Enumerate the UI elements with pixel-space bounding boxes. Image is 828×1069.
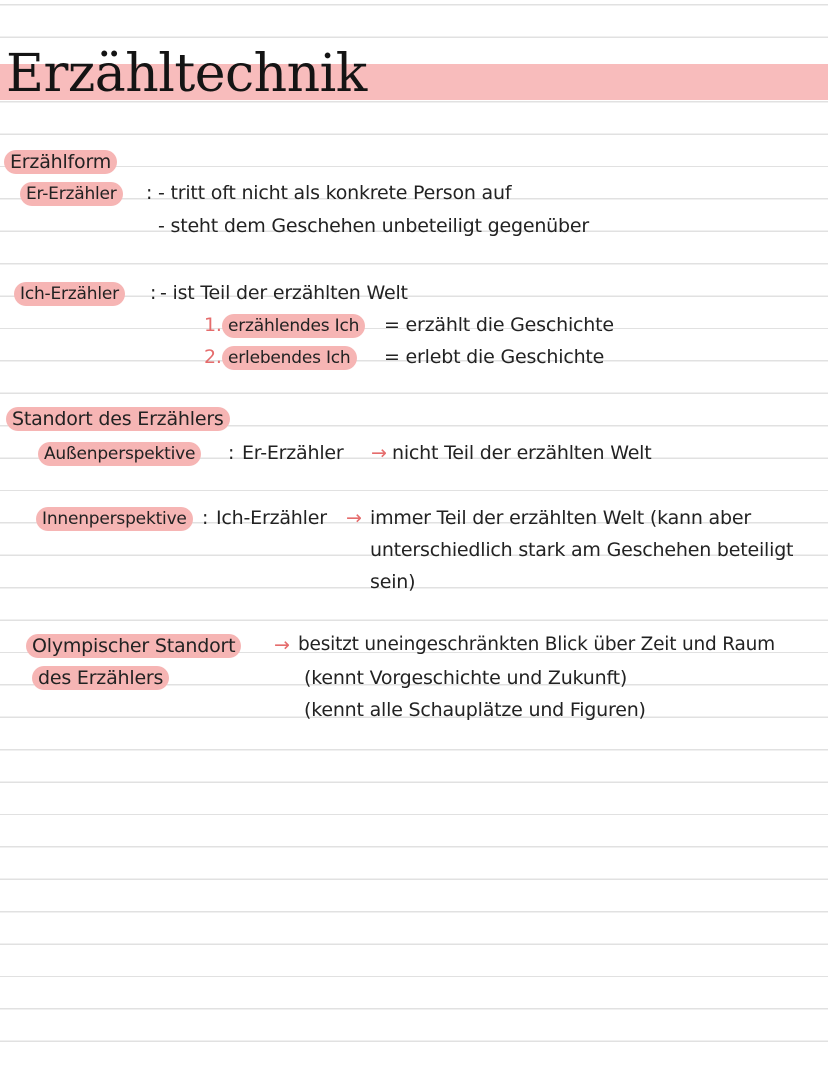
term-separator: : — [228, 442, 235, 464]
innenperspektive-description-line-2: unterschiedlich stark am Geschehen beteiligt — [370, 539, 794, 561]
term-des-erzaehlers: des Erzählers — [32, 666, 169, 690]
term-separator: : — [202, 507, 209, 529]
olympisch-description-line-3: (kennt alle Schauplätze und Figuren) — [304, 699, 646, 721]
term-aussenperspektive: Außenperspektive — [38, 442, 201, 466]
arrow-icon: → — [274, 634, 290, 656]
arrow-icon: → — [371, 442, 387, 464]
term-separator: : — [150, 282, 157, 304]
section-heading-standort: Standort des Erzählers — [6, 407, 230, 431]
olympisch-description-line-1: besitzt uneingeschränkten Blick über Zeit und Raum — [298, 634, 775, 655]
list-number-2: 2. — [204, 346, 222, 368]
term-erzaehlendes-ich: erzählendes Ich — [222, 314, 365, 338]
ich-erzaehler-point-1: - ist Teil der erzählten Welt — [160, 282, 408, 304]
arrow-icon: → — [346, 507, 362, 529]
term-separator: : — [146, 182, 153, 204]
erlebendes-ich-definition: = erlebt die Geschichte — [384, 346, 605, 368]
term-erlebendes-ich: erlebendes Ich — [222, 346, 357, 370]
er-erzaehler-point-1: - tritt oft nicht als konkrete Person auf — [158, 182, 512, 204]
term-er-erzaehler: Er-Erzähler — [20, 182, 123, 206]
olympisch-description-line-2: (kennt Vorgeschichte und Zukunft) — [304, 667, 628, 689]
term-ich-erzaehler: Ich-Erzähler — [14, 282, 125, 306]
aussenperspektive-er-erzaehler: Er-Erzähler — [242, 442, 344, 464]
erzaehlendes-ich-definition: = erzählt die Geschichte — [384, 314, 614, 336]
er-erzaehler-point-2: - steht dem Geschehen unbeteiligt gegenüber — [158, 215, 589, 237]
term-olympischer-standort: Olympischer Standort — [26, 634, 241, 658]
innenperspektive-ich-erzaehler: Ich-Erzähler — [216, 507, 327, 529]
list-number-1: 1. — [204, 314, 222, 336]
page-title: Erzähltechnik — [6, 44, 367, 104]
section-heading-erzaehlform: Erzählform — [4, 150, 117, 174]
term-innenperspektive: Innenperspektive — [36, 507, 193, 531]
aussenperspektive-description: nicht Teil der erzählten Welt — [392, 442, 652, 464]
innenperspektive-description-line-3: sein) — [370, 571, 416, 593]
innenperspektive-description-line-1: immer Teil der erzählten Welt (kann aber — [370, 507, 751, 529]
